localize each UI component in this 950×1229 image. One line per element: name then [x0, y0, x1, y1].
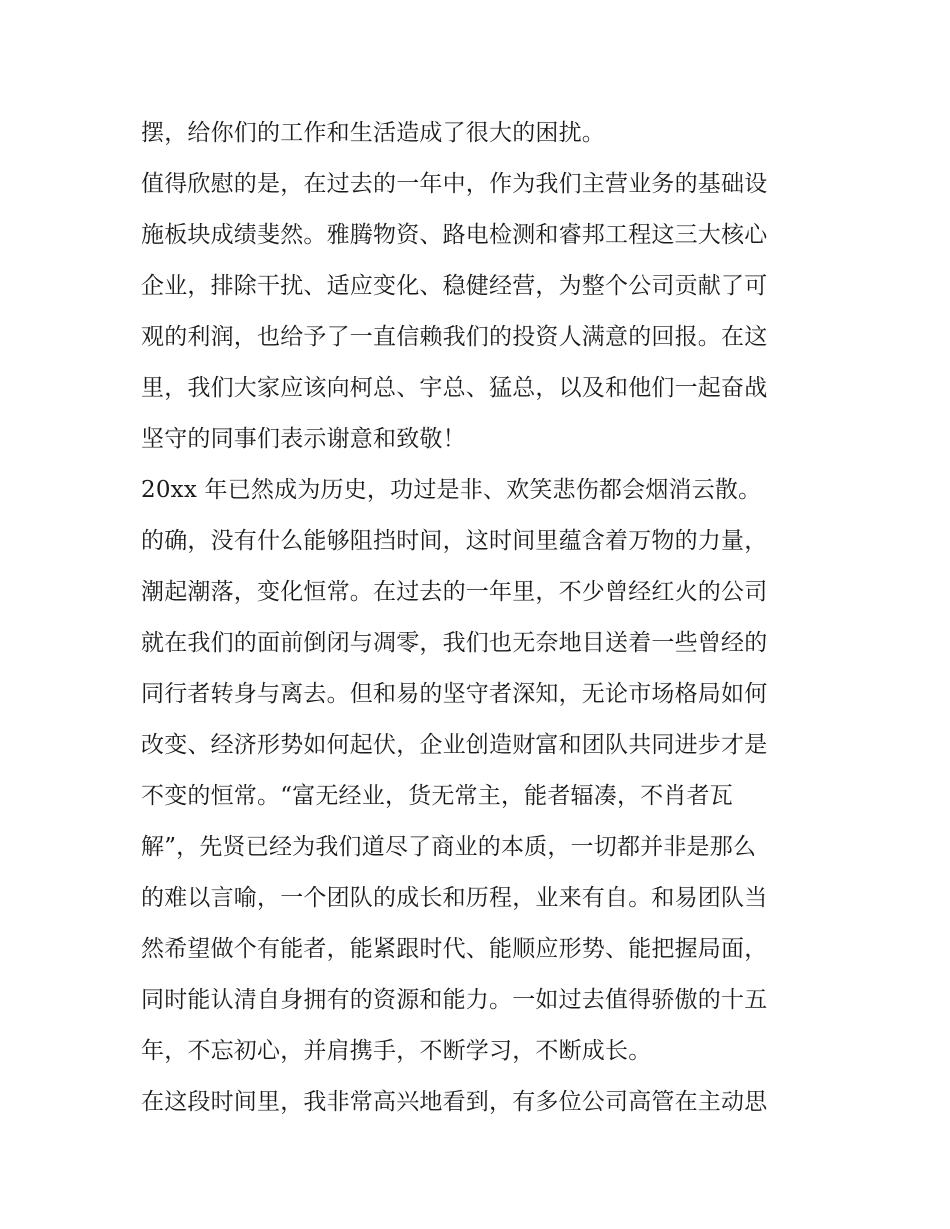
text-line-19: 年，不忘初心，并肩携手，不断学习，不断成长。 [141, 1038, 652, 1064]
text-line-1: 摆，给你们的工作和生活造成了很大的困扰。 [141, 120, 605, 146]
text-line-6: 里，我们大家应该向柯总、宇总、猛总，以及和他们一起奋战 [141, 375, 768, 401]
text-line-3: 施板块成绩斐然。雅腾物资、路电检测和睿邦工程这三大核心 [141, 222, 768, 248]
text-line-18: 同时能认清自身拥有的资源和能力。一如过去值得骄傲的十五 [141, 987, 768, 1013]
text-line-10: 潮起潮落，变化恒常。在过去的一年里，不少曾经红火的公司 [141, 579, 768, 605]
text-line-4: 企业，排除干扰、适应变化、稳健经营，为整个公司贡献了可 [141, 273, 768, 299]
text-line-14: 不变的恒常。“富无经业，货无常主，能者辐凑，不肖者瓦 [141, 783, 733, 809]
text-line-17: 然希望做个有能者，能紧跟时代、能顺应形势、能把握局面， [141, 936, 768, 962]
text-line-2: 值得欣慰的是，在过去的一年中，作为我们主营业务的基础设 [141, 171, 768, 197]
text-line-16: 的难以言喻，一个团队的成长和历程，业来有自。和易团队当 [141, 885, 768, 911]
text-line-20: 在这段时间里，我非常高兴地看到，有多位公司高管在主动思 [141, 1089, 768, 1115]
text-line-15: 解”，先贤已经为我们道尽了商业的本质，一切都并非是那么 [141, 834, 757, 860]
text-line-9: 的确，没有什么能够阻挡时间，这时间里蕴含着万物的力量， [141, 528, 768, 554]
text-line-7: 坚守的同事们表示谢意和致敬！ [141, 426, 466, 452]
text-line-5: 观的利润，也给予了一直信赖我们的投资人满意的回报。在这 [141, 324, 768, 350]
text-line-11: 就在我们的面前倒闭与凋零，我们也无奈地目送着一些曾经的 [141, 630, 768, 656]
text-line-12: 同行者转身与离去。但和易的坚守者深知，无论市场格局如何 [141, 681, 768, 707]
document-body [141, 108, 816, 1128]
text-line-13: 改变、经济形势如何起伏，企业创造财富和团队共同进步才是 [141, 732, 768, 758]
text-line-8: 20xx 年已然成为历史，功过是非、欢笑悲伤都会烟消云散。 [141, 477, 762, 503]
